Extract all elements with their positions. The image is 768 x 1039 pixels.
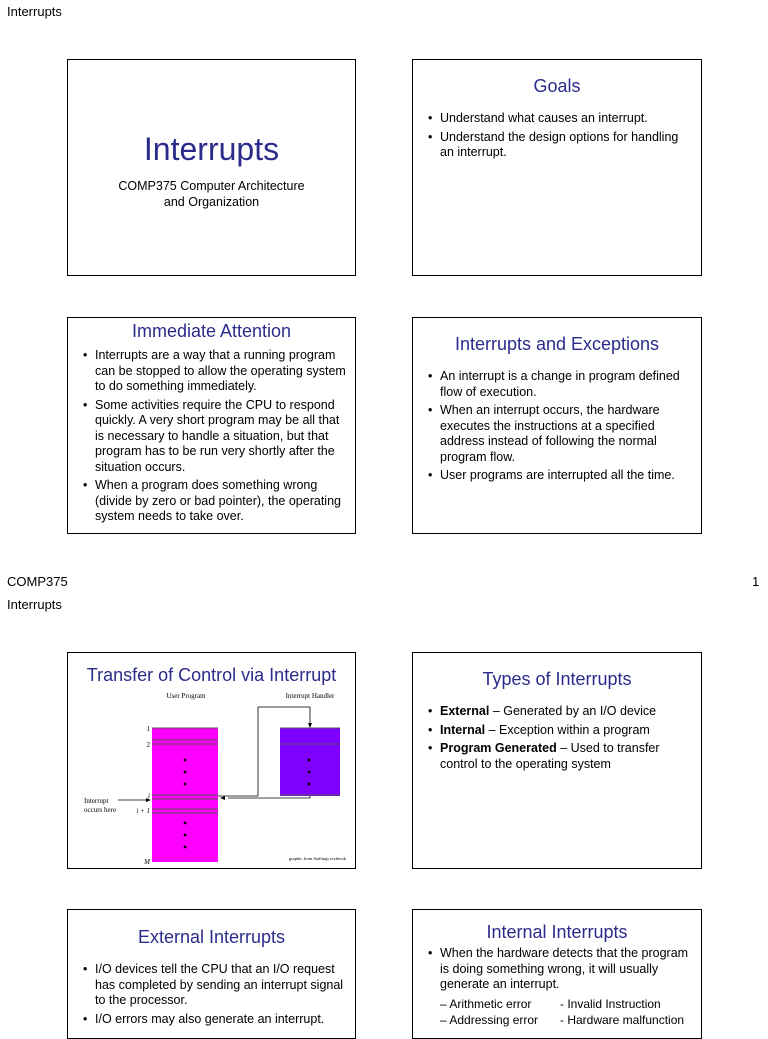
- list-item: • I/O devices tell the CPU that an I/O request has completed by sending an interrupt signal to the processor.: [68, 962, 347, 1009]
- slide-title: [67, 59, 356, 276]
- bullet-list: [413, 946, 701, 993]
- label-interrupt: Interrupt: [84, 797, 109, 805]
- page-header: Interrupts: [7, 4, 62, 19]
- label-line-i: i: [148, 792, 150, 800]
- slide-interrupts-exceptions: [412, 317, 702, 534]
- term: Program Generated: [440, 741, 557, 755]
- list-item: • When an interrupt occurs, the hardware executes the instructions at a specified address instead of following the normal program flow.: [413, 403, 693, 465]
- term: Internal: [440, 722, 486, 737]
- list-item: • User programs are interrupted all the time.: [413, 468, 693, 484]
- error-type: - Hardware malfunction: [560, 1012, 685, 1027]
- page-number: 1: [752, 574, 760, 589]
- arrowhead: [308, 723, 312, 728]
- bullet-list: [413, 369, 701, 484]
- slide-internal-interrupts: [412, 909, 702, 1039]
- list-item: • An interrupt is a change in program defined flow of execution.: [413, 369, 693, 400]
- error-row: [413, 1012, 701, 1028]
- definition: – Used to transfer control to the operating system: [440, 741, 660, 771]
- slide-heading: Goals: [533, 76, 581, 96]
- error-type: – Addressing error: [440, 1012, 539, 1027]
- error-row: [413, 996, 701, 1012]
- slide-subtitle: [68, 178, 355, 210]
- term: External: [440, 704, 490, 718]
- error-type: – Arithmetic error: [440, 996, 532, 1011]
- slide-heading: Transfer of Control via Interrupt: [86, 665, 337, 685]
- definition: – Generated by an I/O device: [489, 704, 657, 718]
- list-item: • When the hardware detects that the program is doing something wrong, it will usually generate an interrupt.: [413, 946, 693, 993]
- ellipsis-dot: [184, 846, 187, 849]
- subtitle-line: COMP375 Computer Architecture: [118, 179, 305, 193]
- list-item: [413, 704, 693, 720]
- page-footer-label: COMP375: [7, 574, 68, 589]
- list-item: • Understand what causes an interrupt.: [413, 111, 693, 127]
- definition: – Exception within a program: [485, 722, 650, 737]
- label-interrupt-handler: Interrupt Handler: [285, 692, 335, 700]
- slide-goals: [412, 59, 702, 276]
- interrupt-handler-block: [280, 728, 340, 796]
- slide-heading: Immediate Attention: [131, 321, 292, 341]
- label-line-1: 1: [146, 725, 150, 733]
- arrowhead: [220, 796, 225, 800]
- label-occurs-here: occurs here: [84, 806, 117, 814]
- label-line-m: M: [144, 858, 150, 866]
- slide-heading: Types of Interrupts: [482, 669, 632, 689]
- list-item: • Some activities require the CPU to respond quickly. A very short program may be all that is necessary to handle a situation, but that program has to be run very shortly after the situation occurs.: [68, 398, 347, 476]
- subtitle-line: and Organization: [163, 195, 260, 209]
- list-item: • Understand the design options for handling an interrupt.: [413, 130, 693, 161]
- bullet-list: [413, 111, 701, 161]
- label-line-2: 2: [146, 741, 150, 749]
- slide-heading: External Interrupts: [137, 927, 286, 947]
- bullet-list: [68, 348, 355, 525]
- ellipsis-dot: [308, 783, 311, 786]
- slide-transfer-of-control: [67, 652, 356, 869]
- slide-immediate-attention: [67, 317, 356, 534]
- label-line-i-plus-1: i + 1: [136, 807, 150, 815]
- slide-external-interrupts: [67, 909, 356, 1039]
- bullet-list: [68, 962, 355, 1027]
- slide-heading: Internal Interrupts: [486, 922, 628, 942]
- ellipsis-dot: [184, 783, 187, 786]
- graphic-credit: graphic from Stallings textbook: [288, 856, 346, 861]
- ellipsis-dot: [184, 834, 187, 837]
- list-item: • Interrupts are a way that a running program can be stopped to allow the operating system to do something immediately.: [68, 348, 347, 395]
- ellipsis-dot: [308, 771, 311, 774]
- ellipsis-dot: [308, 759, 311, 762]
- list-item: • I/O errors may also generate an interrupt.: [68, 1012, 347, 1028]
- label-user-program: User Program: [166, 692, 206, 700]
- list-item: [413, 741, 693, 772]
- slide-main-title: Interrupts: [143, 131, 280, 167]
- error-type: - Invalid Instruction: [560, 996, 661, 1011]
- bullet-list: [413, 704, 701, 772]
- list-item: • When a program does something wrong (divide by zero or bad pointer), the operating system needs to take over.: [68, 478, 347, 525]
- list-item: [413, 723, 693, 739]
- transfer-diagram: [68, 688, 355, 868]
- slide-types-of-interrupts: [412, 652, 702, 869]
- slide-heading: Interrupts and Exceptions: [454, 334, 660, 354]
- ellipsis-dot: [184, 822, 187, 825]
- ellipsis-dot: [184, 759, 187, 762]
- page-header-second: Interrupts: [7, 597, 62, 612]
- ellipsis-dot: [184, 771, 187, 774]
